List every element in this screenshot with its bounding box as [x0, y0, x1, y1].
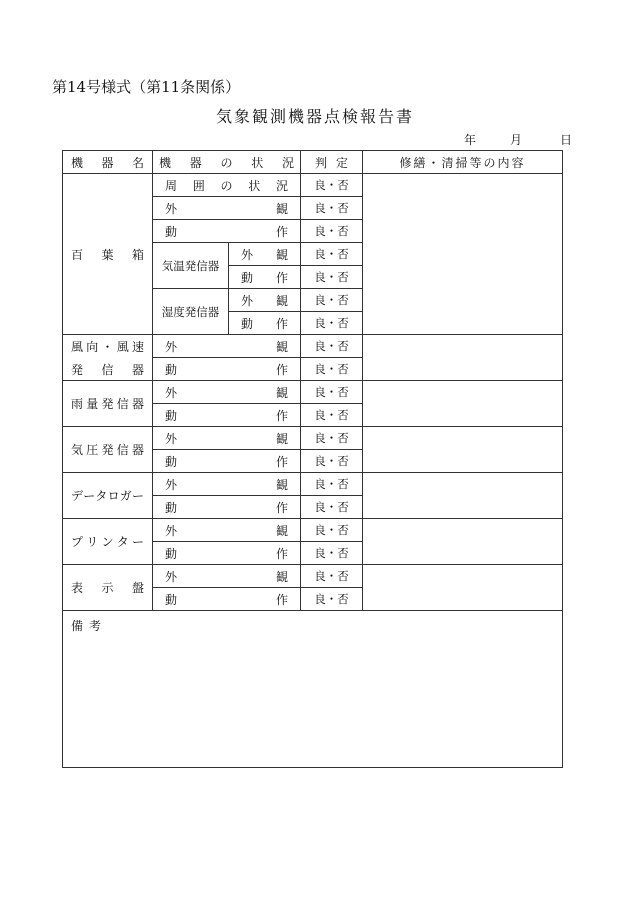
date-month-label: 月 [510, 133, 523, 147]
category-printer: プ リ ン タ ー [63, 519, 153, 565]
header-judgment-text: 判 定 [315, 155, 348, 170]
category-wind-line2: 発 信 器 [71, 362, 144, 377]
repair-cell[interactable] [363, 335, 563, 381]
table-row [63, 381, 563, 404]
table-row [63, 519, 563, 542]
header-equipment [63, 151, 153, 174]
inspection-table [62, 150, 563, 768]
judge-cell[interactable]: 良・否 [301, 243, 363, 266]
judge-cell[interactable]: 良・否 [301, 542, 363, 565]
judge-cell[interactable]: 良・否 [301, 473, 363, 496]
header-row [63, 151, 563, 174]
status-operation: 動 作 [153, 358, 301, 381]
judge-cell[interactable]: 良・否 [301, 358, 363, 381]
repair-cell[interactable] [363, 381, 563, 427]
judge-cell[interactable]: 良・否 [301, 381, 363, 404]
table-row [63, 473, 563, 496]
judge-cell[interactable]: 良・否 [301, 335, 363, 358]
date-row [464, 131, 573, 147]
judge-cell[interactable]: 良・否 [301, 174, 363, 197]
category-display-panel: 表 示 盤 [63, 565, 153, 611]
header-status [153, 151, 301, 174]
date-year-label: 年 [464, 133, 477, 147]
status-exterior: 外 観 [153, 381, 301, 404]
status-surroundings-text: 周 囲 の 状 況 [165, 178, 288, 193]
remarks-label: 備考 [71, 619, 108, 633]
status-exterior: 外 観 [153, 427, 301, 450]
status-operation: 動 作 [153, 450, 301, 473]
status-operation: 動 作 [153, 588, 301, 611]
repair-cell[interactable] [363, 519, 563, 565]
judge-cell[interactable]: 良・否 [301, 266, 363, 289]
repair-cell[interactable] [363, 427, 563, 473]
header-status-text: 機 器 の 状 況 [159, 155, 294, 170]
category-pressure-transmitter: 気 圧 発 信 器 [63, 427, 153, 473]
sub-temp-transmitter: 気温発信器 [153, 243, 229, 289]
repair-cell[interactable] [363, 473, 563, 519]
judge-cell[interactable]: 良・否 [301, 496, 363, 519]
judge-cell[interactable]: 良・否 [301, 220, 363, 243]
judge-cell[interactable]: 良・否 [301, 312, 363, 335]
header-repair-text: 修繕・清掃等の内容 [399, 155, 526, 170]
status-exterior: 外 観 [153, 565, 301, 588]
table-row [63, 565, 563, 588]
date-day-label: 日 [560, 133, 573, 147]
repair-cell[interactable] [363, 174, 563, 335]
status-exterior: 外 観 [229, 289, 301, 312]
judge-cell[interactable]: 良・否 [301, 565, 363, 588]
header-equipment-text: 機 器 名 [71, 155, 144, 170]
category-wind-line1: 風 向 ・ 風 速 [71, 339, 144, 354]
judge-cell[interactable]: 良・否 [301, 450, 363, 473]
status-operation: 動 作 [153, 404, 301, 427]
category-rain-transmitter: 雨 量 発 信 器 [63, 381, 153, 427]
status-operation: 動 作 [229, 266, 301, 289]
category-wind-transmitter [63, 335, 153, 381]
header-repair [363, 151, 563, 174]
table-row [63, 427, 563, 450]
judge-cell[interactable]: 良・否 [301, 289, 363, 312]
category-hyakuyobako: 百 葉 箱 [63, 174, 153, 335]
sub-humidity-transmitter: 湿度発信器 [153, 289, 229, 335]
form-number: 第14号様式（第11条関係） [52, 78, 241, 96]
status-operation: 動 作 [153, 542, 301, 565]
judge-cell[interactable]: 良・否 [301, 588, 363, 611]
judge-cell[interactable]: 良・否 [301, 427, 363, 450]
remarks-cell[interactable] [63, 611, 563, 768]
repair-cell[interactable] [363, 565, 563, 611]
status-operation: 動 作 [229, 312, 301, 335]
status-operation: 動 作 [153, 220, 301, 243]
judge-cell[interactable]: 良・否 [301, 404, 363, 427]
status-exterior: 外 観 [153, 519, 301, 542]
status-surroundings [153, 174, 301, 197]
status-operation: 動 作 [153, 496, 301, 519]
status-exterior: 外 観 [153, 473, 301, 496]
judge-cell[interactable]: 良・否 [301, 197, 363, 220]
table-row [63, 174, 563, 197]
remarks-row [63, 611, 563, 768]
page-title: 気象観測機器点検報告書 [215, 107, 414, 126]
judge-cell[interactable]: 良・否 [301, 519, 363, 542]
header-judgment [301, 151, 363, 174]
status-exterior: 外 観 [153, 197, 301, 220]
status-exterior: 外 観 [153, 335, 301, 358]
status-exterior: 外 観 [229, 243, 301, 266]
category-data-logger: デ ー タ ロ ガ ー [63, 473, 153, 519]
table-row [63, 335, 563, 358]
